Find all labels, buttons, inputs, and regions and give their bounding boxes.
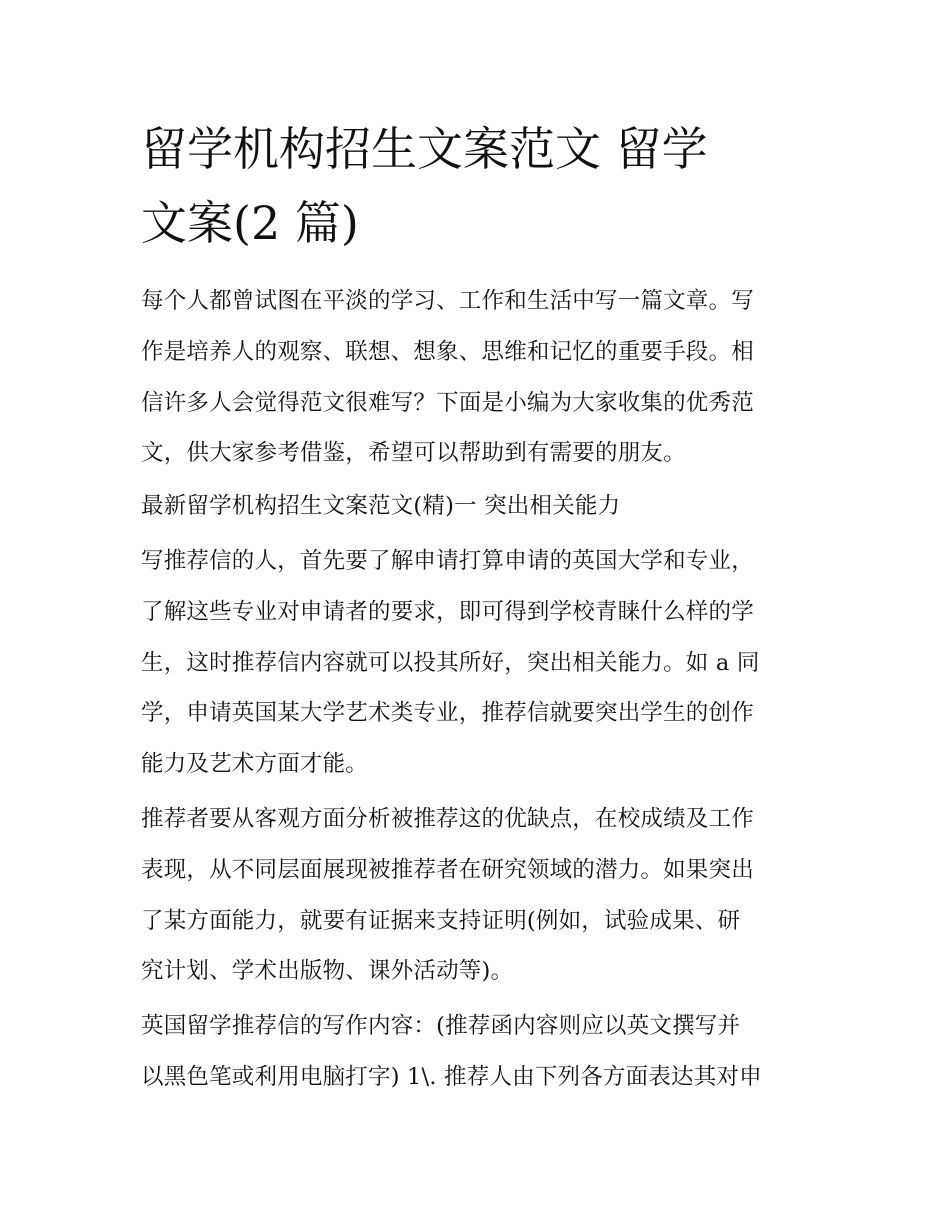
title-line: 文案(2 篇) — [141, 196, 359, 250]
paragraph-line: 文，供大家参考借鉴，希望可以帮助到有需要的朋友。 — [141, 440, 686, 467]
paragraph-line: 能力及艺术方面才能。 — [141, 751, 369, 778]
paragraph-line: 表现，从不同层面展现被推荐者在研究领域的潜力。如果突出 — [141, 856, 754, 883]
paragraph-line: 写推荐信的人，首先要了解申请打算申请的英国大学和专业， — [141, 547, 754, 574]
paragraph-line: 每个人都曾试图在平淡的学习、工作和生活中写一篇文章。写 — [141, 288, 754, 314]
paragraph-line: 了某方面能力，就要有证据来支持证明(例如，试验成果、研 — [141, 907, 741, 934]
paragraph-line: 学，申请英国某大学艺术类专业，推荐信就要突出学生的创作 — [141, 700, 754, 727]
section-heading — [141, 481, 813, 532]
title-line: 留学机构招生文案范文 留学 — [141, 122, 708, 176]
intro-paragraph — [141, 276, 813, 479]
document-content — [141, 112, 813, 1103]
paragraph-line: 作是培养人的观察、联想、想象、思维和记忆的重要手段。相 — [141, 338, 754, 365]
paragraph-line: 究计划、学术出版物、课外活动等)。 — [141, 958, 514, 985]
body-paragraph-3 — [141, 1001, 813, 1103]
document-title — [141, 112, 781, 260]
body-paragraph-2 — [141, 794, 813, 997]
paragraph-line: 英国留学推荐信的写作内容：(推荐函内容则应以英文撰写并 — [141, 1013, 741, 1040]
paragraph-line: 信许多人会觉得范文很难写？下面是小编为大家收集的优秀范 — [141, 389, 754, 416]
paragraph-line: 生，这时推荐信内容就可以投其所好，突出相关能力。如 a 同 — [141, 649, 760, 676]
paragraph-line: 以黑色笔或利用电脑打字) 1\. 推荐人由下列各方面表达其对申 — [141, 1063, 762, 1090]
body-paragraph-1 — [141, 536, 813, 790]
paragraph-line: 推荐者要从客观方面分析被推荐这的优缺点，在校成绩及工作 — [141, 805, 754, 832]
paragraph-line: 了解这些专业对申请者的要求，即可得到学校青睐什么样的学 — [141, 598, 754, 625]
section-heading-text: 最新留学机构招生文案范文(精)一 突出相关能力 — [141, 493, 621, 520]
